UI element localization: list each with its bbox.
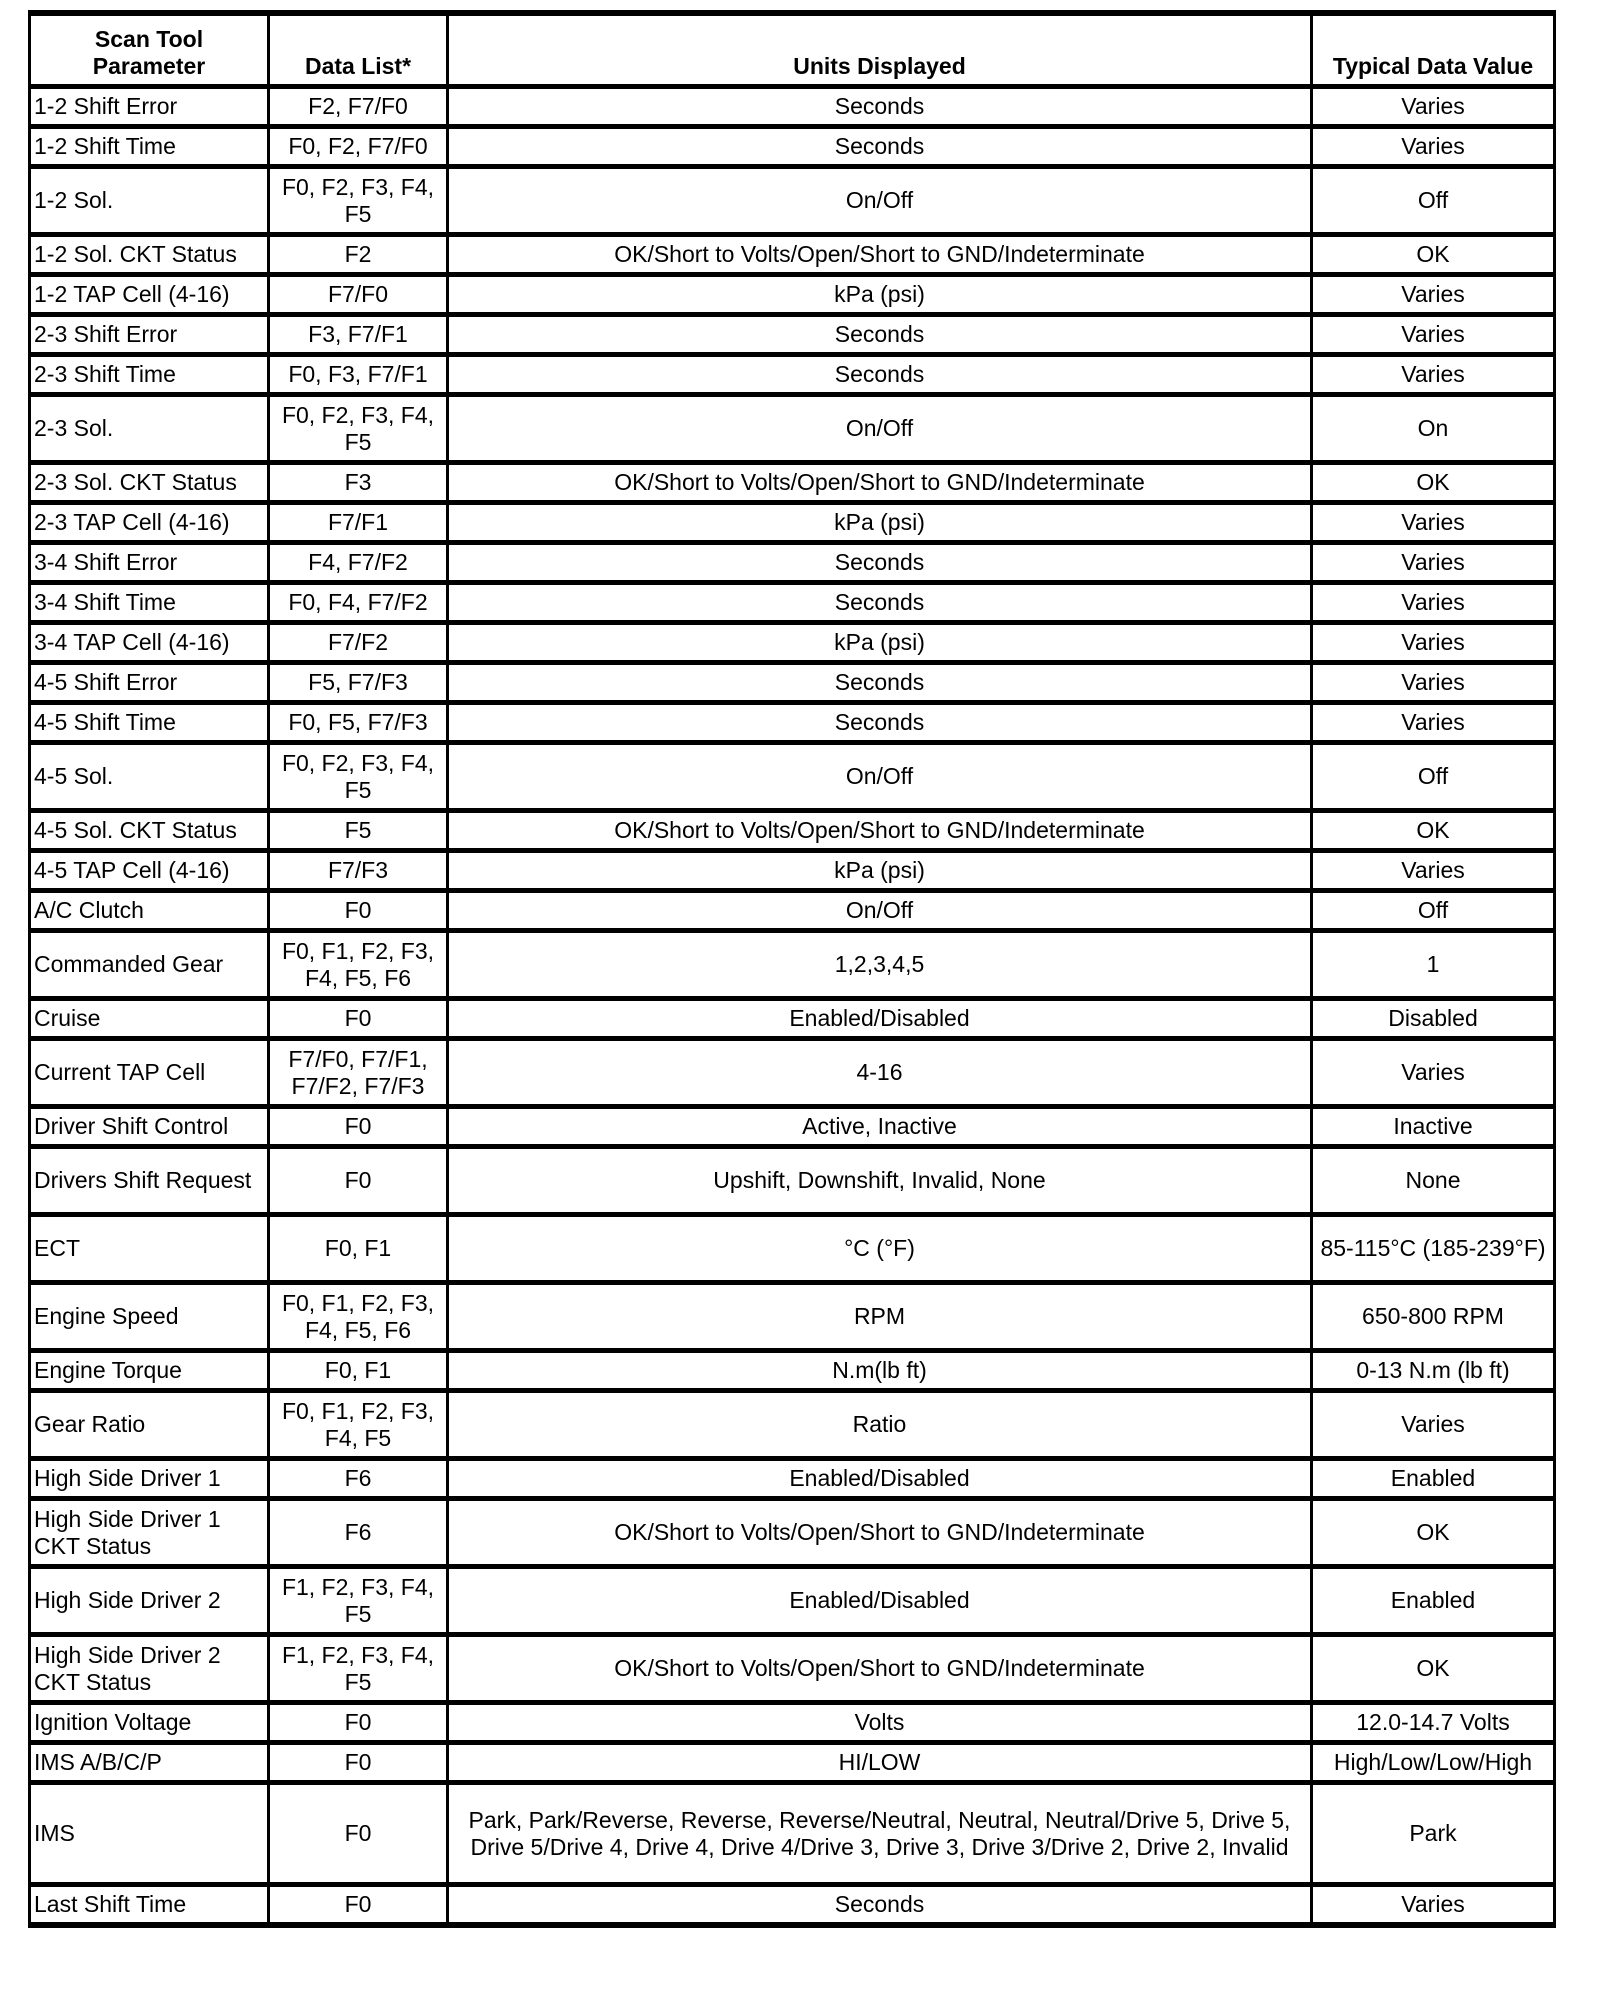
- typical-value-cell: 12.0-14.7 Volts: [1312, 1703, 1555, 1743]
- units-cell: On/Off: [448, 891, 1312, 931]
- parameter-cell: 2-3 Shift Error: [30, 315, 269, 355]
- units-cell: Enabled/Disabled: [448, 1567, 1312, 1635]
- units-cell: Park, Park/Reverse, Reverse, Reverse/Neutral, Neutral, Neutral/Drive 5, Drive 5, Drive 5/Drive 4, Drive 4, Drive 4/Drive 3, Drive 3, Drive 3/Drive 2, Drive 2, Invalid: [448, 1783, 1312, 1885]
- table-row: [30, 1567, 1555, 1635]
- typical-value-cell: Varies: [1312, 127, 1555, 167]
- parameter-cell: 1-2 Shift Error: [30, 87, 269, 127]
- units-cell: Seconds: [448, 1885, 1312, 1926]
- parameter-cell: High Side Driver 2 CKT Status: [30, 1635, 269, 1703]
- typical-value-cell: 0-13 N.m (lb ft): [1312, 1351, 1555, 1391]
- table-row: [30, 1391, 1555, 1459]
- typical-value-cell: Varies: [1312, 87, 1555, 127]
- parameter-cell: High Side Driver 1: [30, 1459, 269, 1499]
- parameter-cell: 3-4 Shift Time: [30, 583, 269, 623]
- data-list-cell: F5, F7/F3: [269, 663, 448, 703]
- data-list-cell: F0, F4, F7/F2: [269, 583, 448, 623]
- units-cell: Ratio: [448, 1391, 1312, 1459]
- table-row: [30, 355, 1555, 395]
- data-list-cell: F0, F1, F2, F3, F4, F5, F6: [269, 1283, 448, 1351]
- units-cell: 4-16: [448, 1039, 1312, 1107]
- typical-value-cell: Park: [1312, 1783, 1555, 1885]
- scan-tool-data-table: [28, 10, 1556, 1928]
- data-list-cell: F5: [269, 811, 448, 851]
- typical-value-cell: OK: [1312, 811, 1555, 851]
- table-row: [30, 999, 1555, 1039]
- table-row: [30, 503, 1555, 543]
- table-row: [30, 167, 1555, 235]
- parameter-cell: Engine Speed: [30, 1283, 269, 1351]
- header-units: Units Displayed: [448, 13, 1312, 87]
- units-cell: kPa (psi): [448, 503, 1312, 543]
- parameter-cell: 2-3 Shift Time: [30, 355, 269, 395]
- parameter-cell: 2-3 Sol. CKT Status: [30, 463, 269, 503]
- units-cell: N.m(lb ft): [448, 1351, 1312, 1391]
- typical-value-cell: Enabled: [1312, 1567, 1555, 1635]
- parameter-cell: 4-5 Shift Error: [30, 663, 269, 703]
- units-cell: Active, Inactive: [448, 1107, 1312, 1147]
- units-cell: OK/Short to Volts/Open/Short to GND/Indeterminate: [448, 463, 1312, 503]
- table-row: [30, 703, 1555, 743]
- data-list-cell: F0, F5, F7/F3: [269, 703, 448, 743]
- typical-value-cell: Varies: [1312, 503, 1555, 543]
- typical-value-cell: Varies: [1312, 1039, 1555, 1107]
- typical-value-cell: OK: [1312, 1499, 1555, 1567]
- typical-value-cell: Off: [1312, 167, 1555, 235]
- typical-value-cell: 1: [1312, 931, 1555, 999]
- units-cell: HI/LOW: [448, 1743, 1312, 1783]
- typical-value-cell: Varies: [1312, 1391, 1555, 1459]
- parameter-cell: 2-3 TAP Cell (4-16): [30, 503, 269, 543]
- typical-value-cell: On: [1312, 395, 1555, 463]
- parameter-cell: 4-5 Shift Time: [30, 703, 269, 743]
- data-list-cell: F0: [269, 891, 448, 931]
- data-list-cell: F3, F7/F1: [269, 315, 448, 355]
- parameter-cell: IMS A/B/C/P: [30, 1743, 269, 1783]
- table-row: [30, 851, 1555, 891]
- data-list-cell: F0, F3, F7/F1: [269, 355, 448, 395]
- table-row: [30, 235, 1555, 275]
- data-list-cell: F0: [269, 999, 448, 1039]
- data-list-cell: F7/F2: [269, 623, 448, 663]
- table-row: [30, 395, 1555, 463]
- table-row: [30, 1039, 1555, 1107]
- data-list-cell: F0, F2, F3, F4, F5: [269, 743, 448, 811]
- header-typical-value: Typical Data Value: [1312, 13, 1555, 87]
- parameter-cell: Drivers Shift Request: [30, 1147, 269, 1215]
- typical-value-cell: Varies: [1312, 851, 1555, 891]
- data-list-cell: F0: [269, 1743, 448, 1783]
- units-cell: On/Off: [448, 167, 1312, 235]
- parameter-cell: Commanded Gear: [30, 931, 269, 999]
- data-list-cell: F4, F7/F2: [269, 543, 448, 583]
- data-list-cell: F7/F3: [269, 851, 448, 891]
- parameter-cell: Engine Torque: [30, 1351, 269, 1391]
- table-row: [30, 1351, 1555, 1391]
- parameter-cell: 4-5 Sol.: [30, 743, 269, 811]
- header-data-list: Data List*: [269, 13, 448, 87]
- data-list-cell: F0, F2, F3, F4, F5: [269, 395, 448, 463]
- typical-value-cell: Varies: [1312, 663, 1555, 703]
- parameter-cell: ECT: [30, 1215, 269, 1283]
- units-cell: kPa (psi): [448, 851, 1312, 891]
- header-parameter: Scan Tool Parameter: [30, 13, 269, 87]
- parameter-cell: 2-3 Sol.: [30, 395, 269, 463]
- table-row: [30, 87, 1555, 127]
- typical-value-cell: Varies: [1312, 583, 1555, 623]
- table-row: [30, 1703, 1555, 1743]
- parameter-cell: 3-4 TAP Cell (4-16): [30, 623, 269, 663]
- units-cell: 1,2,3,4,5: [448, 931, 1312, 999]
- table-row: [30, 275, 1555, 315]
- parameter-cell: 4-5 TAP Cell (4-16): [30, 851, 269, 891]
- typical-value-cell: Varies: [1312, 543, 1555, 583]
- typical-value-cell: Varies: [1312, 703, 1555, 743]
- units-cell: Seconds: [448, 663, 1312, 703]
- parameter-cell: 1-2 Sol.: [30, 167, 269, 235]
- parameter-cell: Last Shift Time: [30, 1885, 269, 1926]
- parameter-cell: IMS: [30, 1783, 269, 1885]
- units-cell: Upshift, Downshift, Invalid, None: [448, 1147, 1312, 1215]
- table-row: [30, 1107, 1555, 1147]
- parameter-cell: 1-2 Sol. CKT Status: [30, 235, 269, 275]
- table-row: [30, 623, 1555, 663]
- typical-value-cell: Varies: [1312, 623, 1555, 663]
- table-row: [30, 1459, 1555, 1499]
- table-row: [30, 543, 1555, 583]
- units-cell: Volts: [448, 1703, 1312, 1743]
- table-row: [30, 127, 1555, 167]
- table-row: [30, 1743, 1555, 1783]
- data-list-cell: F0: [269, 1783, 448, 1885]
- typical-value-cell: Enabled: [1312, 1459, 1555, 1499]
- parameter-cell: Cruise: [30, 999, 269, 1039]
- data-list-cell: F0, F1, F2, F3, F4, F5, F6: [269, 931, 448, 999]
- data-list-cell: F0, F1: [269, 1351, 448, 1391]
- parameter-cell: Gear Ratio: [30, 1391, 269, 1459]
- data-list-cell: F2: [269, 235, 448, 275]
- typical-value-cell: Varies: [1312, 1885, 1555, 1926]
- data-list-cell: F7/F0: [269, 275, 448, 315]
- table-row: [30, 663, 1555, 703]
- units-cell: kPa (psi): [448, 623, 1312, 663]
- units-cell: Enabled/Disabled: [448, 1459, 1312, 1499]
- data-list-cell: F1, F2, F3, F4, F5: [269, 1635, 448, 1703]
- data-list-cell: F2, F7/F0: [269, 87, 448, 127]
- data-list-cell: F6: [269, 1499, 448, 1567]
- parameter-cell: 1-2 Shift Time: [30, 127, 269, 167]
- units-cell: On/Off: [448, 395, 1312, 463]
- data-list-cell: F7/F1: [269, 503, 448, 543]
- units-cell: Seconds: [448, 583, 1312, 623]
- units-cell: Seconds: [448, 127, 1312, 167]
- typical-value-cell: Off: [1312, 891, 1555, 931]
- units-cell: Seconds: [448, 315, 1312, 355]
- units-cell: OK/Short to Volts/Open/Short to GND/Indeterminate: [448, 1499, 1312, 1567]
- table-row: [30, 1783, 1555, 1885]
- units-cell: On/Off: [448, 743, 1312, 811]
- typical-value-cell: Off: [1312, 743, 1555, 811]
- typical-value-cell: High/Low/Low/High: [1312, 1743, 1555, 1783]
- units-cell: OK/Short to Volts/Open/Short to GND/Indeterminate: [448, 1635, 1312, 1703]
- data-list-cell: F0: [269, 1885, 448, 1926]
- units-cell: Seconds: [448, 543, 1312, 583]
- table-row: [30, 315, 1555, 355]
- table-row: [30, 1635, 1555, 1703]
- typical-value-cell: Varies: [1312, 315, 1555, 355]
- table-row: [30, 1499, 1555, 1567]
- data-list-cell: F6: [269, 1459, 448, 1499]
- data-list-cell: F0: [269, 1107, 448, 1147]
- parameter-cell: High Side Driver 1 CKT Status: [30, 1499, 269, 1567]
- table-row: [30, 743, 1555, 811]
- parameter-cell: 1-2 TAP Cell (4-16): [30, 275, 269, 315]
- parameter-cell: 3-4 Shift Error: [30, 543, 269, 583]
- data-list-cell: F0: [269, 1147, 448, 1215]
- parameter-cell: A/C Clutch: [30, 891, 269, 931]
- data-list-cell: F0, F1: [269, 1215, 448, 1283]
- table-row: [30, 583, 1555, 623]
- typical-value-cell: 650-800 RPM: [1312, 1283, 1555, 1351]
- data-list-cell: F0, F1, F2, F3, F4, F5: [269, 1391, 448, 1459]
- table-row: [30, 1885, 1555, 1926]
- parameter-cell: 4-5 Sol. CKT Status: [30, 811, 269, 851]
- units-cell: Seconds: [448, 355, 1312, 395]
- typical-value-cell: OK: [1312, 1635, 1555, 1703]
- data-list-cell: F0: [269, 1703, 448, 1743]
- parameter-cell: Ignition Voltage: [30, 1703, 269, 1743]
- typical-value-cell: 85-115°C (185-239°F): [1312, 1215, 1555, 1283]
- data-list-cell: F7/F0, F7/F1, F7/F2, F7/F3: [269, 1039, 448, 1107]
- units-cell: Enabled/Disabled: [448, 999, 1312, 1039]
- typical-value-cell: Varies: [1312, 275, 1555, 315]
- typical-value-cell: OK: [1312, 463, 1555, 503]
- table-row: [30, 1147, 1555, 1215]
- header-row: [30, 13, 1555, 87]
- parameter-cell: Driver Shift Control: [30, 1107, 269, 1147]
- data-list-cell: F1, F2, F3, F4, F5: [269, 1567, 448, 1635]
- table-row: [30, 1283, 1555, 1351]
- data-list-cell: F0, F2, F7/F0: [269, 127, 448, 167]
- units-cell: kPa (psi): [448, 275, 1312, 315]
- units-cell: OK/Short to Volts/Open/Short to GND/Indeterminate: [448, 811, 1312, 851]
- parameter-cell: Current TAP Cell: [30, 1039, 269, 1107]
- table-row: [30, 891, 1555, 931]
- units-cell: °C (°F): [448, 1215, 1312, 1283]
- data-list-cell: F0, F2, F3, F4, F5: [269, 167, 448, 235]
- table-row: [30, 1215, 1555, 1283]
- parameter-cell: High Side Driver 2: [30, 1567, 269, 1635]
- units-cell: OK/Short to Volts/Open/Short to GND/Indeterminate: [448, 235, 1312, 275]
- units-cell: Seconds: [448, 87, 1312, 127]
- table-row: [30, 931, 1555, 999]
- data-list-cell: F3: [269, 463, 448, 503]
- typical-value-cell: OK: [1312, 235, 1555, 275]
- table-row: [30, 463, 1555, 503]
- units-cell: Seconds: [448, 703, 1312, 743]
- typical-value-cell: Varies: [1312, 355, 1555, 395]
- typical-value-cell: Disabled: [1312, 999, 1555, 1039]
- table-row: [30, 811, 1555, 851]
- typical-value-cell: None: [1312, 1147, 1555, 1215]
- typical-value-cell: Inactive: [1312, 1107, 1555, 1147]
- units-cell: RPM: [448, 1283, 1312, 1351]
